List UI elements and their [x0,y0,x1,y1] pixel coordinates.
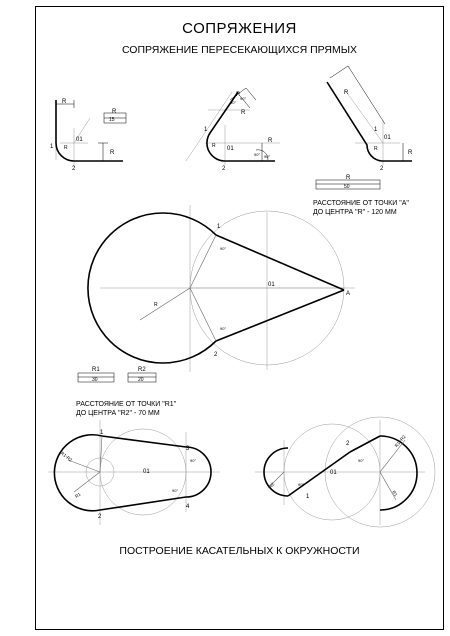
fig-acute-angle [186,88,280,172]
tangent-label-a: A [346,291,351,297]
fig1-label-r: R [62,99,67,105]
tangent-label-90b: 90° [220,326,227,331]
fig1-label-2: 2 [72,166,76,172]
fig2-label-90c: 90° [254,152,261,157]
note-distance-a-line1: РАССТОЯНИЕ ОТ ТОЧКИ "А" [313,200,409,207]
int-label-r1: R1 [391,489,399,498]
dim-boxes-r1-r2 [78,367,156,383]
tangent-label-90a: 90° [220,246,227,251]
fig1-label-r4: R [64,145,68,151]
fig-tangents-from-point [88,205,355,372]
fig2-label-90b: 90° [240,96,247,101]
dim-label-30: 30 [92,377,98,383]
ext-label-90b: 90° [172,488,179,493]
fig3-label-1: 1 [374,127,378,133]
dim-label-r2: R2 [138,367,146,373]
int-label-90a: 90° [298,482,305,487]
ext-label-90a: 90° [190,458,197,463]
dim-label-20: 20 [138,377,144,383]
ext-label-o1: 01 [143,469,150,475]
sheet-title: СОПРЯЖЕНИЯ [182,20,297,37]
sheet-subtitle: СОПРЯЖЕНИЕ ПЕРЕСЕКАЮЩИХСЯ ПРЯМЫХ [121,44,358,56]
tangent-label-2: 2 [214,352,218,358]
fig-internal-tangents [255,417,435,527]
note-distance-r1-line1: РАССТОЯНИЕ ОТ ТОЧКИ "R1" [76,401,177,408]
int-label-1: 1 [306,494,310,500]
dim-label-r1: R1 [92,367,100,373]
fig3-label-r4: R [346,175,351,181]
tangent-label-r: R [154,302,158,308]
fig2-label-r2: R [241,110,246,116]
fig-external-tangents [48,420,220,525]
fig1-label-r3: R [110,150,115,156]
ext-label-2: 2 [98,514,102,520]
fig3-label-50: 50 [344,184,350,190]
int-label-2: 2 [346,441,350,447]
bottom-title: ПОСТРОЕНИЕ КАСАТЕЛЬНЫХ К ОКРУЖНОСТИ [119,545,360,557]
fig3-label-r2: R [408,150,413,156]
fig2-label-2: 2 [222,166,226,172]
int-label-r2: R2 [267,481,276,490]
fig2-label-1: 1 [204,127,208,133]
fig3-label-r: R [344,90,349,96]
fig2-label-r: R [236,92,241,98]
tangent-label-1: 1 [217,224,221,230]
fig2-label-r3: R [268,138,273,144]
fig2-label-r4: R [212,143,216,149]
fig3-label-r3: R [374,146,378,152]
ext-label-3: 3 [186,446,190,452]
fig-obtuse-angle [316,66,413,190]
fig1-label-1: 1 [50,144,54,150]
fig3-label-2: 2 [380,166,384,172]
fig1-label-r2: R [112,109,117,115]
ext-label-1: 1 [100,430,104,436]
ext-label-r1-r2: R1-R2 [59,450,74,463]
note-distance-a-line2: ДО ЦЕНТРА "R" - 120 ММ [313,209,397,216]
fig2-label-90: 90° [230,100,237,105]
int-label-90b: 90° [358,458,365,463]
note-distance-r1-line2: ДО ЦЕНТРА "R2" - 70 ММ [76,410,160,417]
ext-label-r1: R1 [74,491,82,499]
fig-right-angle [50,99,126,172]
fig3-label-o1: 01 [384,135,391,141]
fig1-label-o1: 01 [76,137,83,143]
ext-label-4: 4 [186,504,190,510]
fig1-label-15: 15 [109,117,115,123]
tangent-label-o1: 01 [268,282,275,288]
fig2-label-o1: 01 [227,146,234,152]
int-label-r1-plus-r2: R1+R2 [393,434,407,449]
int-label-o1: 01 [330,470,337,476]
fig2-label-90d: 90° [264,154,271,159]
